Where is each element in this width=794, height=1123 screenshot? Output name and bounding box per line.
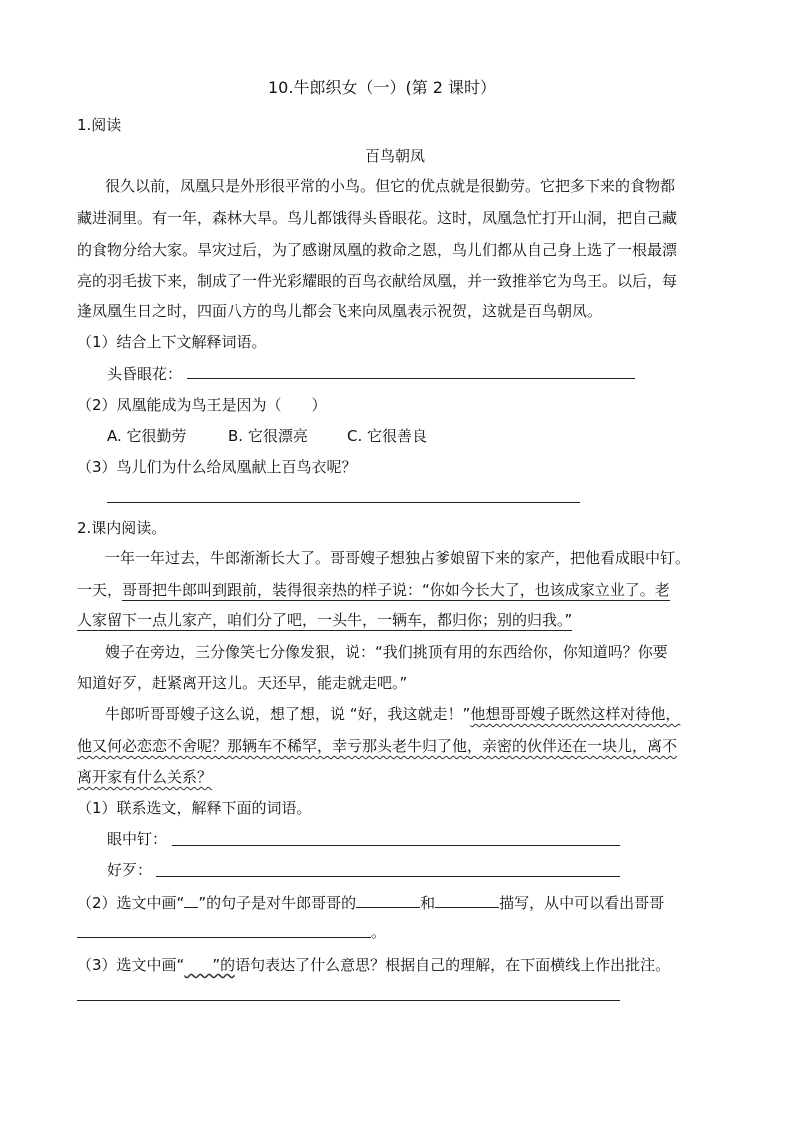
- answer-line[interactable]: [77, 1000, 620, 1001]
- q2-heading: 2.课内阅读。: [77, 519, 167, 537]
- q2-sub2-text: 描写，从中可以看出哥哥: [499, 894, 665, 912]
- q1-passage-line: 逢凤凰生日之时，四面八方的鸟儿都会飞来向凤凰表示祝贺，这就是百鸟朝凤。: [77, 302, 603, 320]
- option-c[interactable]: C. 它很善良: [347, 427, 428, 445]
- q1-sub3: （3）鸟儿们为什么给凤凰献上百鸟衣呢？: [77, 458, 357, 476]
- q2-text-fragment: 牛郎听哥哥嫂子这么说，想了想，说 “好，我这就走！”: [105, 705, 471, 723]
- q1-passage-line: 很久以前，凤凰只是外形很平常的小鸟。但它的优点就是很勤劳。它把多下来的食物都: [105, 177, 676, 195]
- q2-sub3-text: （3）选文中画“: [77, 956, 185, 974]
- blank-field[interactable]: [435, 891, 499, 908]
- wavy-symbol: [184, 955, 212, 975]
- q2-sub2-end: 。: [371, 923, 387, 941]
- q1-sub2: （2）凤凰能成为鸟王是因为（ ）: [77, 396, 327, 414]
- q2-term2: 好歹：: [107, 861, 153, 879]
- q2-term1: 眼中钉：: [107, 830, 168, 848]
- q2-sub2-text: （2）选文中画“: [77, 894, 185, 912]
- wavy-sentence: 他想哥哥嫂子既然这样对待他，: [470, 705, 681, 723]
- q2-sub2-text: 和: [420, 894, 436, 912]
- q2-text-line: 嫂子在旁边，三分像笑七分像发狠，说：“我们挑顶有用的东西给你，你知道吗？你要: [105, 643, 668, 661]
- answer-line[interactable]: [172, 845, 620, 846]
- q1-heading: 1.阅读: [77, 116, 122, 134]
- answer-line[interactable]: [77, 937, 371, 938]
- page-title: 10.牛郎织女（一）(第 2 课时）: [268, 78, 497, 97]
- q1-passage-line: 的食物分给大家。旱灾过后，为了感谢凤凰的救命之恩，鸟儿们都从自己身上选了一根最漂: [77, 241, 678, 259]
- q2-text-line: [77, 610, 572, 630]
- option-b[interactable]: B. 它很漂亮: [228, 427, 308, 445]
- q2-sub3-text: ”的语句表达了什么意思？根据自己的理解，在下面横线上作出批注。: [212, 956, 671, 974]
- q2-text-line: 知道好歹，赶紧离开这儿。天还早，能走就走吧。”: [77, 674, 408, 692]
- q1-sub1-term: 头昏眼花：: [107, 365, 183, 383]
- underlined-sentence: 人家留下一点儿家产，咱们分了吧，一头牛，一辆车，都归你；别的归我。”: [77, 611, 573, 629]
- wavy-sentence: 离开家有什么关系？: [77, 768, 213, 786]
- wavy-sentence: 他又何必恋恋不舍呢？那辆车不稀罕，幸亏那头老牛归了他，亲密的伙伴还在一块儿，离不: [77, 737, 678, 755]
- q2-text-fragment: 一天，: [77, 581, 123, 599]
- q2-text-line: [105, 704, 680, 724]
- q1-passage-title: 百鸟朝凤: [365, 147, 426, 165]
- q2-text-line: [77, 736, 677, 756]
- q2-text-line: [77, 580, 670, 600]
- answer-line[interactable]: [156, 876, 620, 877]
- q1-passage-line: 藏进洞里。有一年，森林大旱。鸟儿都饿得头昏眼花。这时，凤凰急忙打开山洞，把自己藏: [77, 209, 678, 227]
- blank-field[interactable]: [356, 891, 420, 908]
- answer-line[interactable]: [187, 378, 635, 379]
- q1-sub1: （1）结合上下文解释词语。: [77, 333, 267, 351]
- q2-sub3: [77, 955, 670, 975]
- q1-passage-line: 亮的羽毛拔下来，制成了一件光彩耀眼的百鸟衣献给凤凰，并一致推举它为鸟王。以后，每: [77, 272, 678, 290]
- q2-sub1: （1）联系选文，解释下面的词语。: [77, 799, 312, 817]
- underline-symbol: [184, 893, 198, 908]
- option-a[interactable]: A. 它很勤劳: [107, 427, 187, 445]
- underlined-sentence: 哥哥把牛郎叫到跟前，装得很亲热的样子说：“你如今长大了，也该成家立业了。老: [122, 581, 670, 599]
- q2-sub2-text: ”的句子是对牛郎哥哥的: [198, 894, 357, 912]
- q2-text-line: 一年一年过去，牛郎渐渐长大了。哥哥嫂子想独占爹娘留下来的家产，把他看成眼中钉。: [105, 549, 691, 567]
- q2-text-line: [77, 767, 212, 787]
- q2-sub2: [77, 891, 664, 913]
- answer-line[interactable]: [107, 502, 580, 503]
